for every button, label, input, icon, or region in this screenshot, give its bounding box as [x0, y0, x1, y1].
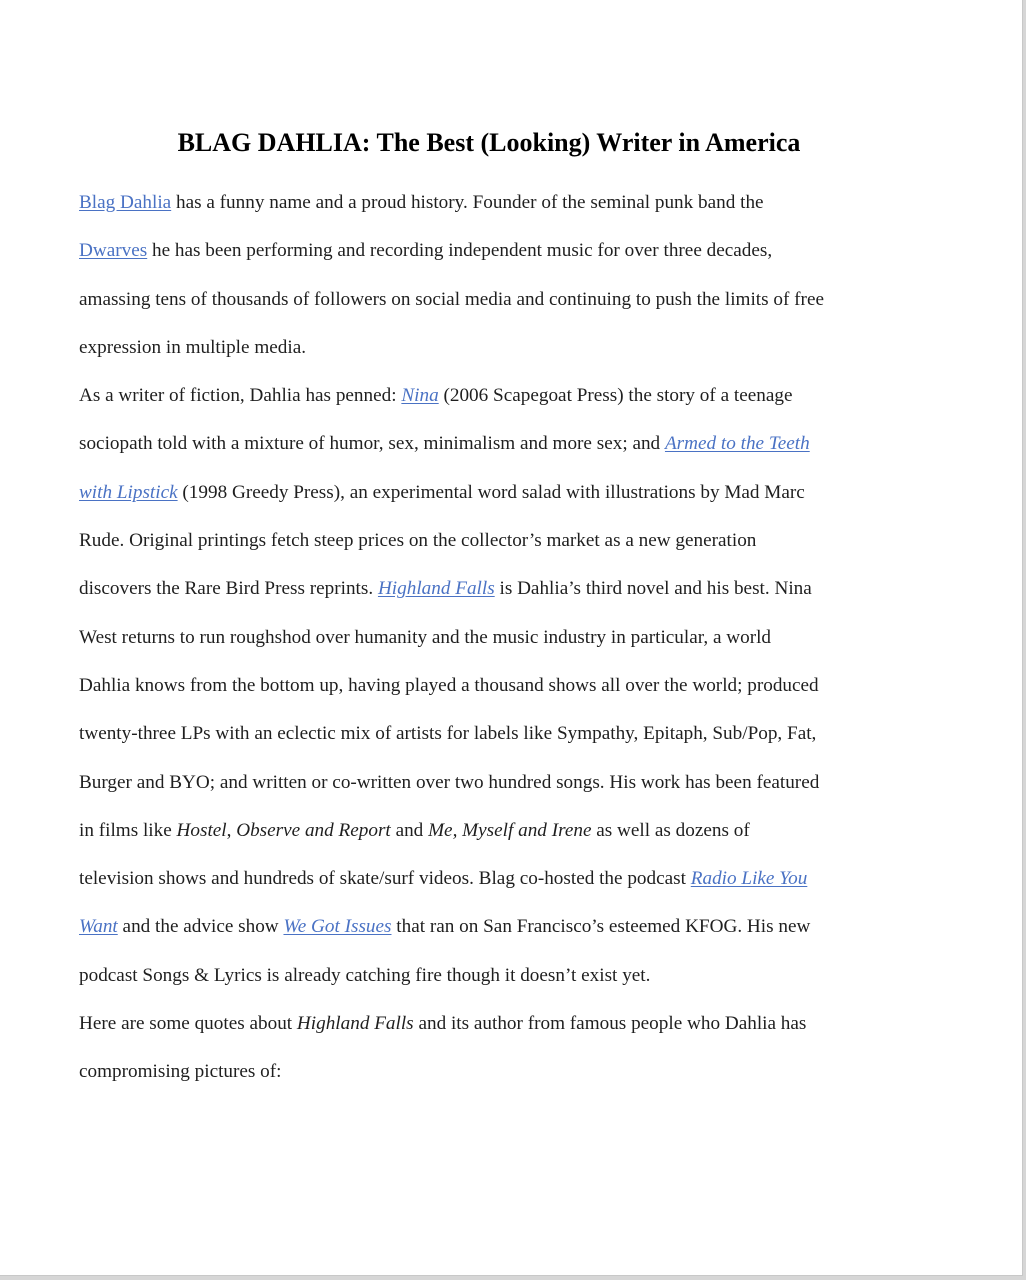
text-span: television shows and hundreds of skate/surf videos. Blag co-hosted the podcast: [79, 868, 691, 890]
text-span: in films like: [79, 819, 177, 841]
film-title-observe-and-report: Observe and Report: [236, 819, 391, 841]
link-radio-like-you-want[interactable]: Radio Like You: [690, 868, 808, 890]
document-title: BLAG DAHLIA: The Best (Looking) Writer in America: [177, 128, 801, 157]
link-armed-to-the-teeth[interactable]: Armed to the Teeth: [664, 433, 810, 455]
text-span: sociopath told with a mixture of humor, sex, minimalism and more sex; and: [79, 433, 665, 455]
paragraph-quotes-intro: [79, 1000, 901, 1097]
film-title-hostel: Hostel: [176, 819, 227, 841]
text-span: Here are some quotes about: [79, 1013, 297, 1035]
text-span: ,: [226, 819, 237, 841]
text-span: that ran on San Francisco’s esteemed KFOG. His new: [391, 916, 811, 938]
text-span: and the advice show: [117, 916, 284, 938]
paragraph-bio: [79, 179, 901, 372]
text-line: [79, 565, 901, 613]
text-line: podcast Songs & Lyrics is already catching fire though it doesn’t exist yet.: [79, 964, 651, 986]
document-body: [79, 179, 901, 1097]
film-title-me-myself-and-irene: Me, Myself and Irene: [428, 819, 592, 841]
link-dwarves[interactable]: Dwarves: [79, 240, 148, 262]
text-span: discovers the Rare Bird Press reprints.: [79, 578, 378, 600]
text-line: [79, 372, 901, 420]
text-line: [79, 1000, 901, 1048]
text-line: amassing tens of thousands of followers on social media and continuing to push the limits of free: [79, 288, 824, 310]
text-line: twenty-three LPs with an eclectic mix of artists for labels like Sympathy, Epitaph, Sub/Pop, Fat,: [79, 723, 817, 745]
text-line: Rude. Original printings fetch steep prices on the collector’s market as a new generation: [79, 530, 757, 552]
link-radio-like-you-want-continued[interactable]: Want: [79, 916, 118, 938]
text-line: [79, 179, 901, 227]
text-span: is Dahlia’s third novel and his best. Nina: [494, 578, 812, 600]
text-line: [79, 420, 901, 468]
text-line: expression in multiple media.: [79, 336, 307, 358]
text-span: has a funny name and a proud history. Founder of the seminal punk band the: [171, 192, 764, 213]
text-line: West returns to run roughshod over humanity and the music industry in particular, a world: [79, 626, 772, 648]
link-we-got-issues[interactable]: We Got Issues: [283, 916, 392, 938]
book-title-highland-falls: Highland Falls: [296, 1013, 414, 1035]
text-line: [79, 807, 901, 855]
text-line: [79, 227, 901, 275]
text-line: Burger and BYO; and written or co-written over two hundred songs. His work has been featured: [79, 771, 820, 793]
text-line: compromising pictures of:: [79, 1061, 282, 1083]
text-span: as well as dozens of: [591, 819, 750, 841]
link-nina[interactable]: Nina: [401, 385, 439, 407]
text-span: and its author from famous people who Dahlia has: [413, 1013, 807, 1035]
link-armed-to-the-teeth-continued[interactable]: with Lipstick: [79, 481, 178, 503]
link-blag-dahlia[interactable]: Blag Dahlia: [79, 192, 172, 213]
paragraph-fiction: [79, 372, 901, 1000]
text-line: [79, 855, 901, 903]
text-span: (1998 Greedy Press), an experimental word salad with illustrations by Mad Marc: [177, 481, 805, 503]
link-highland-falls[interactable]: Highland Falls: [377, 578, 495, 600]
text-line: [79, 903, 901, 951]
text-line: [79, 469, 901, 517]
text-span: As a writer of fiction, Dahlia has penned:: [79, 385, 402, 407]
text-span: he has been performing and recording independent music for over three decades,: [147, 240, 773, 262]
text-span: and: [390, 819, 429, 841]
text-span: (2006 Scapegoat Press) the story of a teenage: [438, 385, 793, 407]
text-line: Dahlia knows from the bottom up, having played a thousand shows all over the world; produced: [79, 674, 819, 696]
